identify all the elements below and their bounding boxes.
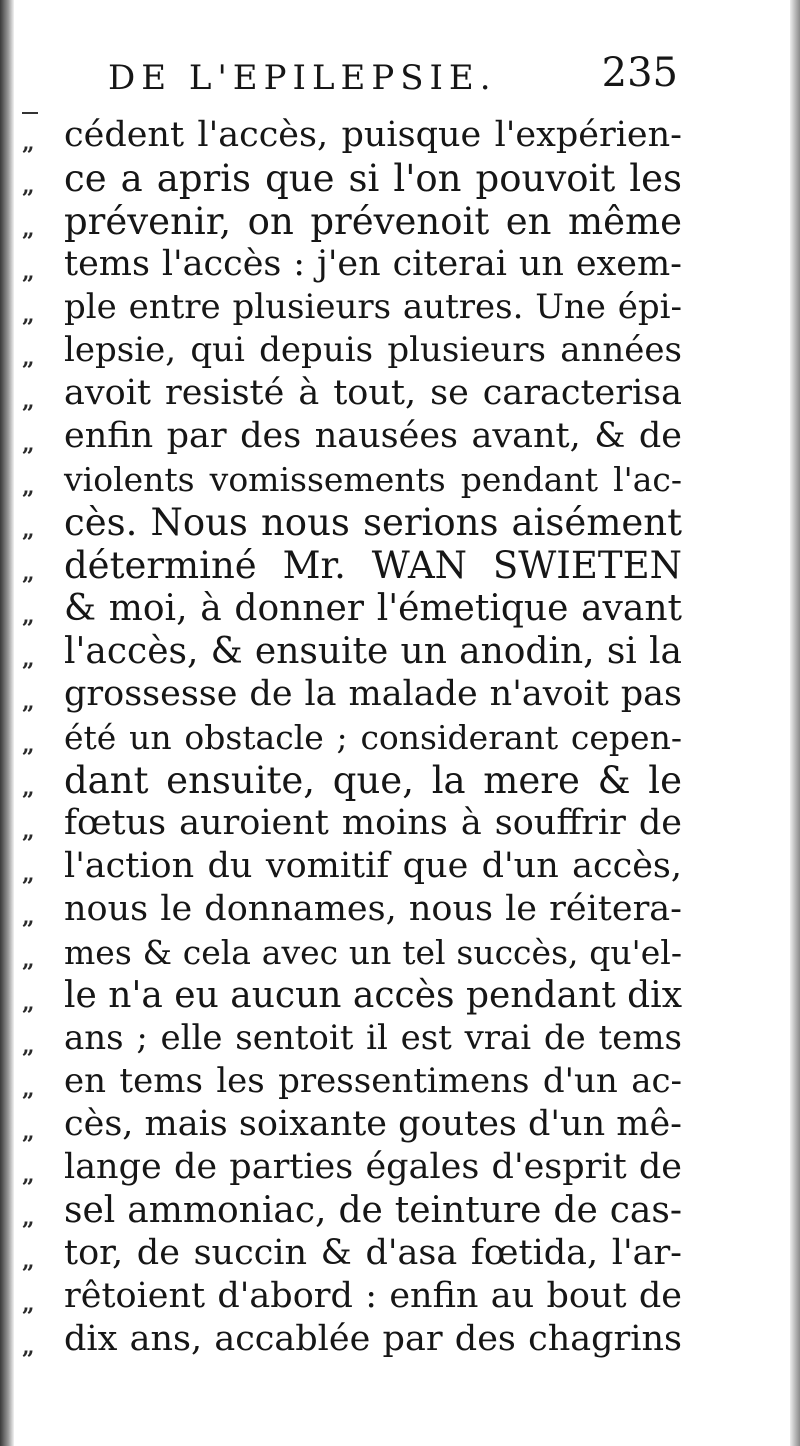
text-line <box>22 501 682 544</box>
quote-mark: „ <box>22 947 35 973</box>
line-text: ple entre plusieurs autres. Une épi- <box>64 287 682 327</box>
text-line <box>22 1060 682 1103</box>
line-text: rêtoient d'abord : enfin au bout de <box>64 1276 682 1316</box>
line-text: tor, de succin & d'asa fœtida, l'ar- <box>64 1233 682 1273</box>
quote-mark: „ <box>22 689 35 715</box>
text-line <box>22 544 682 587</box>
text-line <box>22 372 682 415</box>
quote-mark: „ <box>22 517 35 543</box>
quote-mark: „ <box>22 560 35 586</box>
text-line <box>22 157 682 200</box>
page-left-edge-shadow <box>0 0 14 1446</box>
text-line <box>22 1232 682 1275</box>
text-line <box>22 974 682 1017</box>
line-text: ans ; elle sentoit il est vrai de tems <box>64 1018 682 1058</box>
text-line <box>22 1189 682 1232</box>
quote-mark: „ <box>22 130 35 156</box>
line-text: dix ans, accablée par des chagrins <box>64 1319 682 1359</box>
quote-mark: „ <box>22 1033 35 1059</box>
quote-mark: „ <box>22 1076 35 1102</box>
quote-mark: „ <box>22 474 35 500</box>
text-line <box>22 329 682 372</box>
text-line <box>22 931 682 974</box>
quote-mark: „ <box>22 302 35 328</box>
text-line <box>22 458 682 501</box>
quote-mark: „ <box>22 216 35 242</box>
text-line <box>22 716 682 759</box>
line-text: cédent l'accès, puisque l'expérien- <box>64 115 682 155</box>
line-text: lepsie, qui depuis plusieurs années <box>64 330 682 370</box>
line-text: avoit resisté à tout, se caracterisa <box>64 373 682 413</box>
quote-mark: „ <box>22 431 35 457</box>
quote-mark: „ <box>22 990 35 1016</box>
line-text: fœtus auroient moins à souffrir de <box>64 803 682 843</box>
page-right-edge-shadow <box>790 0 800 1446</box>
text-line <box>22 1103 682 1146</box>
quote-mark: „ <box>22 388 35 414</box>
quote-mark: „ <box>22 173 35 199</box>
quote-mark: „ <box>22 603 35 629</box>
quote-mark: „ <box>22 1119 35 1145</box>
text-line <box>22 1146 682 1189</box>
quote-mark: „ <box>22 861 35 887</box>
text-line <box>22 888 682 931</box>
text-line <box>22 1017 682 1060</box>
line-text: sel ammoniac, de teinture de cas- <box>64 1190 682 1231</box>
quote-mark: „ <box>22 1205 35 1231</box>
quote-mark: „ <box>22 904 35 930</box>
text-line <box>22 243 682 286</box>
line-text: tems l'accès : j'en citerai un exem- <box>64 244 682 284</box>
line-text: nous le donnames, nous le réitera- <box>64 889 682 929</box>
running-head: DE L'EPILEPSIE. <box>108 58 497 98</box>
text-line <box>22 1318 682 1361</box>
line-text: été un obstacle ; considerant cepen- <box>64 718 682 757</box>
line-text: le n'a eu aucun accès pendant dix <box>64 975 682 1016</box>
text-line <box>22 759 682 802</box>
quote-mark: „ <box>22 818 35 844</box>
quote-mark: „ <box>22 1162 35 1188</box>
quote-mark: „ <box>22 1334 35 1360</box>
line-text: grossesse de la malade n'avoit pas <box>64 674 682 714</box>
line-text: cès, mais soixante goutes d'un mê- <box>64 1104 682 1144</box>
line-text: déterminé Mr. WAN SWIETEN <box>64 544 682 587</box>
line-text: violents vomissements pendant l'ac- <box>64 460 682 499</box>
text-line <box>22 673 682 716</box>
quote-mark: „ <box>22 775 35 801</box>
quote-mark: „ <box>22 345 35 371</box>
line-text: & moi, à donner l'émetique avant <box>64 588 682 629</box>
quote-mark: „ <box>22 646 35 672</box>
body-text <box>22 114 682 1361</box>
text-line <box>22 630 682 673</box>
line-text: ce a apris que si l'on pouvoit les <box>64 157 682 200</box>
page-number: 235 <box>601 50 678 96</box>
line-text: l'action du vomitif que d'un accès, <box>64 846 682 886</box>
page-header <box>108 48 678 108</box>
quote-mark: „ <box>22 1291 35 1317</box>
text-line <box>22 1275 682 1318</box>
line-text: en tems les pressentimens d'un ac- <box>64 1061 682 1101</box>
line-text: prévenir, on prévenoit en même <box>64 200 682 243</box>
text-line <box>22 587 682 630</box>
line-text: cès. Nous nous serions aisément <box>64 501 682 544</box>
quote-mark: „ <box>22 732 35 758</box>
line-text: lange de parties égales d'esprit de <box>64 1147 682 1187</box>
quote-mark: „ <box>22 1248 35 1274</box>
line-text: dant ensuite, que, la mere & le <box>64 759 682 802</box>
text-line <box>22 845 682 888</box>
text-line <box>22 200 682 243</box>
text-line <box>22 802 682 845</box>
text-line <box>22 415 682 458</box>
text-line <box>22 286 682 329</box>
line-text: l'accès, & ensuite un anodin, si la <box>64 631 682 672</box>
line-text: mes & cela avec un tel succès, qu'el- <box>64 933 682 972</box>
text-line <box>22 114 682 157</box>
quote-mark: „ <box>22 259 35 285</box>
line-text: enfin par des nausées avant, & de <box>64 416 682 456</box>
